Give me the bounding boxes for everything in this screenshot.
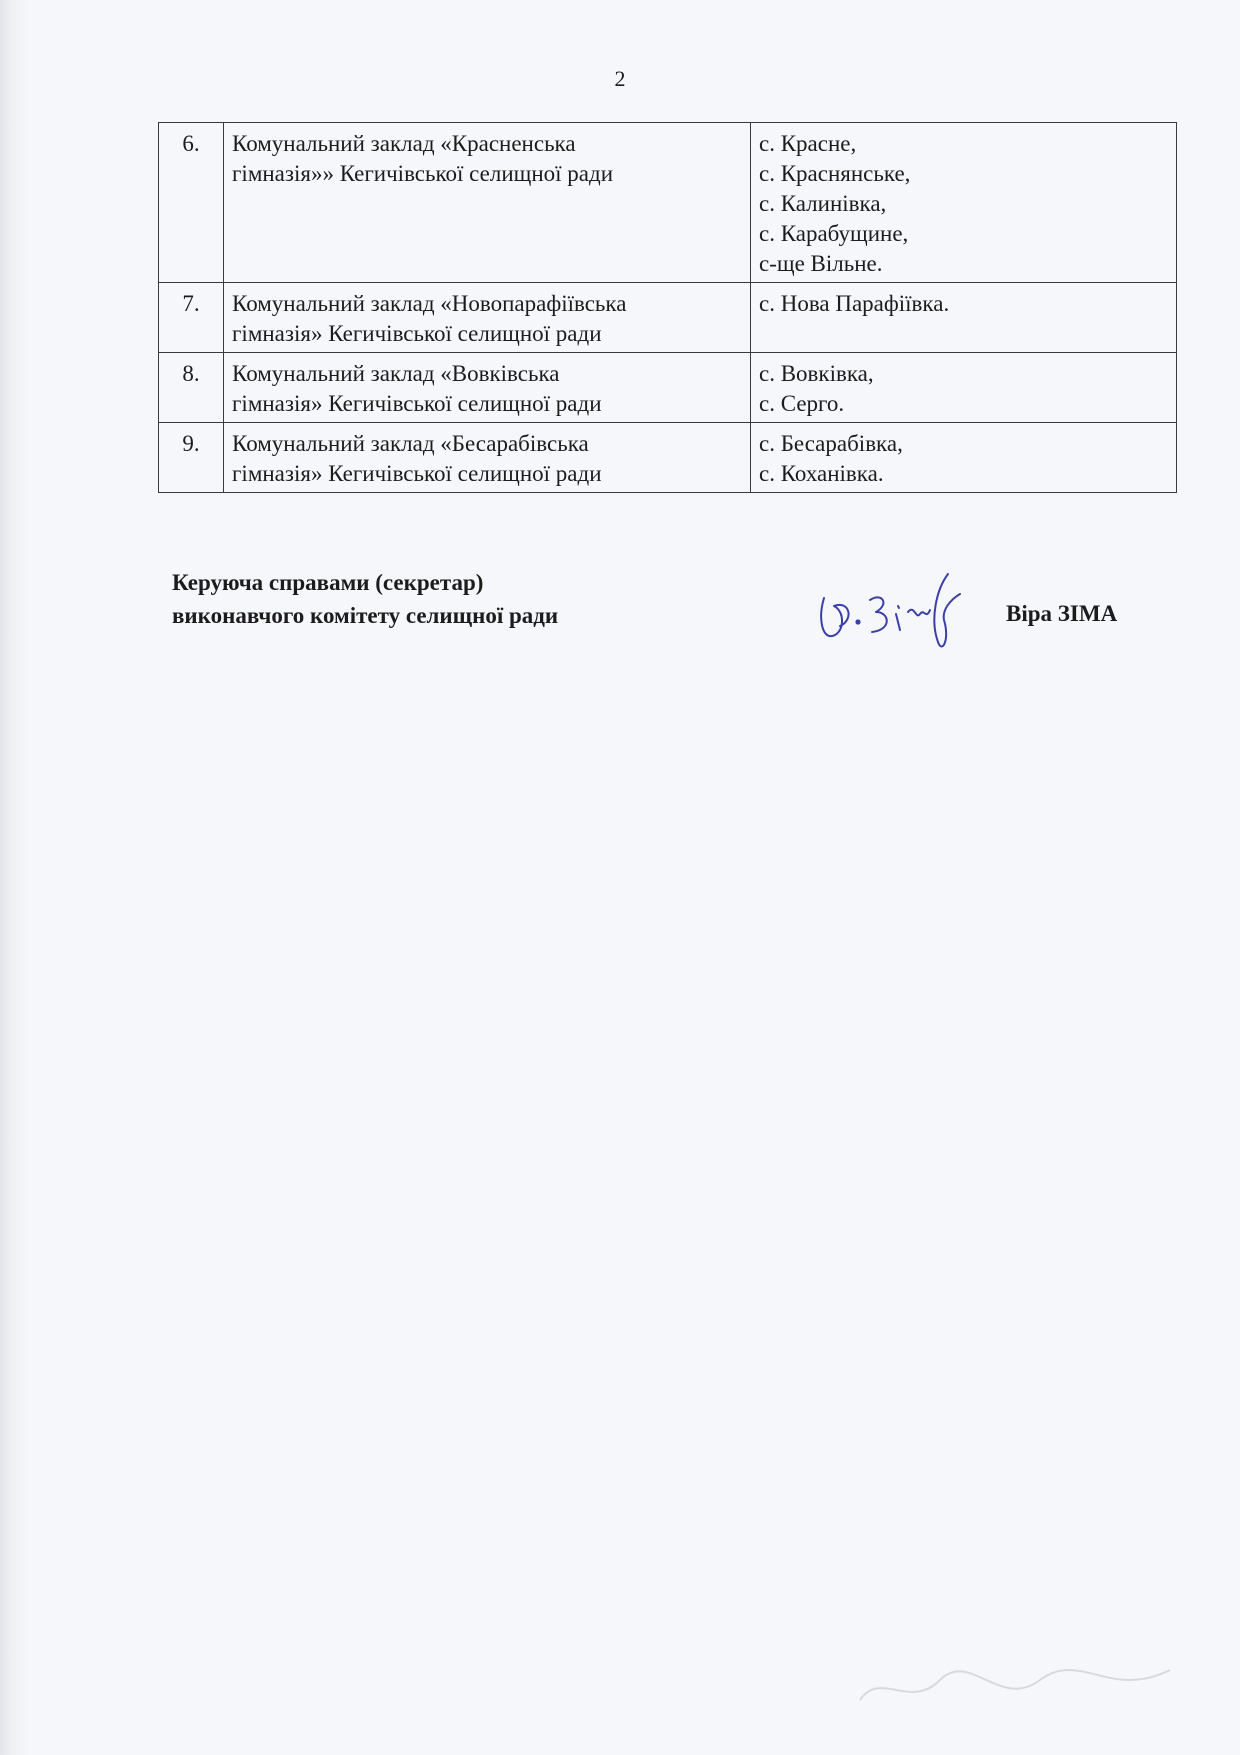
signer-name: Віра ЗІМА	[1006, 601, 1118, 626]
villages-cell	[751, 423, 1177, 493]
row-number: 8.	[159, 353, 224, 423]
village-item: с-ще Вільне.	[759, 251, 883, 276]
position-line-2: виконавчого комітету селищної ради	[172, 603, 559, 628]
table-row	[159, 353, 1177, 423]
school-name-line: гімназія» Кегичівської селищної ради	[232, 321, 602, 346]
table-row	[159, 283, 1177, 353]
scan-edge-shadow	[0, 0, 30, 1755]
school-name-line: Комунальний заклад «Бесарабівська	[232, 431, 589, 456]
school-name	[224, 353, 751, 423]
school-name	[224, 123, 751, 283]
school-name-line: Комунальний заклад «Новопарафіївська	[232, 291, 627, 316]
school-name	[224, 423, 751, 493]
village-item: с. Вовківка,	[759, 361, 874, 386]
village-item: с. Бесарабівка,	[759, 431, 903, 456]
school-name-line: Комунальний заклад «Красненська	[232, 131, 576, 156]
village-item: с. Серго.	[759, 391, 845, 416]
table-row	[159, 423, 1177, 493]
signer-position	[172, 566, 558, 632]
village-item: с. Карабущине,	[759, 221, 909, 246]
school-name-line: гімназія» Кегичівської селищної ради	[232, 461, 602, 486]
village-item: с. Коханівка.	[759, 461, 884, 486]
school-name-line: гімназія»» Кегичівської селищної ради	[232, 161, 614, 186]
schools-table	[158, 122, 1177, 493]
village-item: с. Краснянське,	[759, 161, 911, 186]
row-number: 9.	[159, 423, 224, 493]
school-name-line: гімназія» Кегичівської селищної ради	[232, 391, 602, 416]
villages-cell	[751, 123, 1177, 283]
villages-cell	[751, 283, 1177, 353]
table-row	[159, 123, 1177, 283]
village-item: с. Нова Парафіївка.	[759, 291, 950, 316]
school-name	[224, 283, 751, 353]
row-number: 7.	[159, 283, 224, 353]
handwritten-signature	[810, 560, 980, 660]
page-number: 2	[614, 66, 626, 91]
villages-cell	[751, 353, 1177, 423]
village-item: с. Красне,	[759, 131, 857, 156]
school-name-line: Комунальний заклад «Вовківська	[232, 361, 560, 386]
position-line-1: Керуюча справами (секретар)	[172, 570, 484, 595]
village-item: с. Калинівка,	[759, 191, 887, 216]
faint-pencil-mark	[850, 1640, 1190, 1730]
row-number: 6.	[159, 123, 224, 283]
